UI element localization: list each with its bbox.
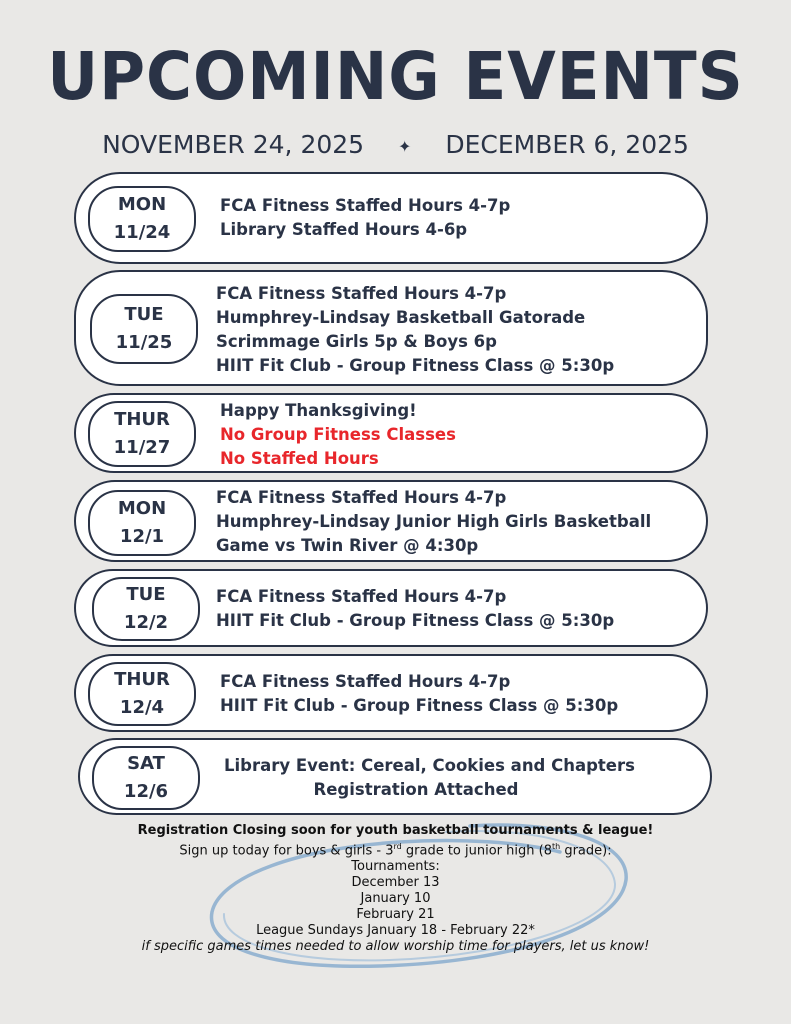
event-line: FCA Fitness Staffed Hours 4-7p bbox=[220, 672, 511, 691]
day-date: 12/1 bbox=[119, 526, 165, 547]
signup-sup: rd bbox=[393, 842, 402, 851]
tournament-date: January 10 bbox=[360, 891, 431, 907]
tournament-date: December 13 bbox=[351, 875, 440, 891]
registration-footer bbox=[0, 823, 791, 955]
event-line: Humphrey-Lindsay Basketball Gatorade bbox=[216, 308, 586, 327]
day-badge bbox=[88, 186, 196, 252]
day-date: 12/6 bbox=[123, 781, 169, 802]
date-range bbox=[0, 130, 791, 159]
day-date: 11/25 bbox=[115, 332, 173, 353]
day-label: TUE bbox=[126, 584, 166, 605]
signup-sup: th bbox=[551, 842, 561, 851]
event-card bbox=[74, 270, 708, 386]
event-card bbox=[74, 654, 708, 732]
event-line: HIIT Fit Club - Group Fitness Class @ 5:30p bbox=[216, 356, 615, 375]
event-line-alert: No Staffed Hours bbox=[220, 449, 379, 468]
day-date: 11/27 bbox=[113, 437, 171, 458]
tournaments-label: Tournaments: bbox=[351, 859, 440, 875]
day-badge bbox=[88, 662, 196, 726]
start-date: NOVEMBER 24, 2025 bbox=[102, 130, 365, 159]
event-line: Happy Thanksgiving! bbox=[220, 401, 417, 420]
event-line: FCA Fitness Staffed Hours 4-7p bbox=[216, 488, 507, 507]
event-card bbox=[74, 480, 708, 562]
event-line: HIIT Fit Club - Group Fitness Class @ 5:30p bbox=[216, 611, 615, 630]
event-card bbox=[74, 172, 708, 264]
event-line: FCA Fitness Staffed Hours 4-7p bbox=[220, 196, 511, 215]
signup-text: Sign up today for boys & girls - 3 bbox=[179, 843, 394, 859]
day-date: 12/2 bbox=[123, 612, 169, 633]
day-date: 12/4 bbox=[119, 697, 165, 718]
day-label: MON bbox=[117, 194, 167, 215]
worship-note: if specific games times needed to allow worship time for players, let us know! bbox=[141, 939, 650, 955]
sparkle-icon: ✦ bbox=[398, 136, 412, 156]
day-date: 11/24 bbox=[113, 222, 171, 243]
day-label: SAT bbox=[127, 753, 165, 774]
league-line: League Sundays January 18 - February 22* bbox=[256, 923, 535, 939]
event-card bbox=[74, 569, 708, 647]
event-card bbox=[74, 393, 708, 473]
day-label: MON bbox=[117, 498, 167, 519]
event-line-alert: No Group Fitness Classes bbox=[220, 425, 456, 444]
end-date: DECEMBER 6, 2025 bbox=[445, 130, 689, 159]
event-line: Registration Attached bbox=[313, 780, 519, 799]
day-badge bbox=[88, 490, 196, 556]
day-label: THUR bbox=[114, 409, 170, 430]
event-line: Scrimmage Girls 5p & Boys 6p bbox=[216, 332, 497, 351]
day-label: TUE bbox=[124, 304, 164, 325]
event-line: Humphrey-Lindsay Junior High Girls Basketball bbox=[216, 512, 652, 531]
event-line: Library Staffed Hours 4-6p bbox=[220, 220, 468, 239]
day-label: THUR bbox=[114, 669, 170, 690]
event-line: FCA Fitness Staffed Hours 4-7p bbox=[216, 587, 507, 606]
day-badge bbox=[88, 401, 196, 467]
tournament-date: February 21 bbox=[356, 907, 435, 923]
signup-text: grade to junior high (8 bbox=[401, 843, 552, 859]
page-title: UPCOMING EVENTS bbox=[47, 38, 744, 115]
event-line: FCA Fitness Staffed Hours 4-7p bbox=[216, 284, 507, 303]
day-badge bbox=[90, 294, 198, 364]
event-card bbox=[78, 738, 712, 815]
signup-text: grade): bbox=[560, 843, 612, 859]
day-badge bbox=[92, 746, 200, 810]
signup-line bbox=[0, 839, 791, 859]
event-line: HIIT Fit Club - Group Fitness Class @ 5:30p bbox=[220, 696, 619, 715]
event-line: Library Event: Cereal, Cookies and Chapters bbox=[224, 756, 635, 775]
day-badge bbox=[92, 577, 200, 641]
registration-headline: Registration Closing soon for youth basketball tournaments & league! bbox=[137, 823, 654, 838]
event-line: Game vs Twin River @ 4:30p bbox=[216, 536, 479, 555]
